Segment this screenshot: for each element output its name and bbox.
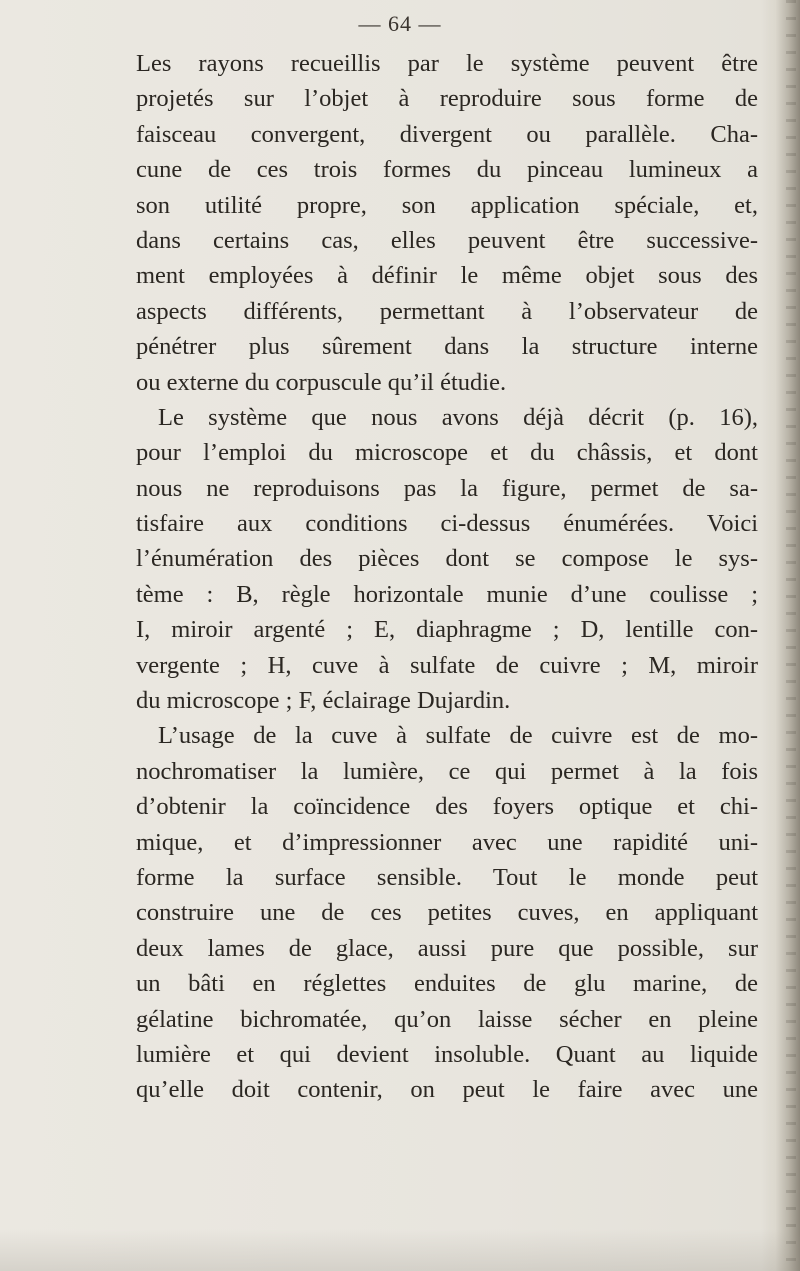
text-line: lumière et qui devient insoluble. Quant au liquide: [136, 1040, 758, 1068]
text-line: nous ne reproduisons pas la figure, permet de sa-: [136, 474, 758, 502]
text-line: cune de ces trois formes du pinceau lumineux a: [136, 156, 758, 184]
text-line: gélatine bichromatée, qu’on laisse sécher en pleine: [136, 1005, 758, 1033]
text-line: vergente ; H, cuve à sulfate de cuivre ; M, miroir: [136, 651, 758, 679]
paragraph-start-line: Le système que nous avons déjà décrit (p. 16),: [158, 403, 758, 431]
text-line: mique, et d’impressionner avec une rapidité uni-: [136, 828, 758, 856]
text-line: forme la surface sensible. Tout le monde peut: [136, 863, 758, 891]
text-line: faisceau convergent, divergent ou parallèle. Cha-: [136, 120, 758, 148]
text-line: construire une de ces petites cuves, en appliquant: [136, 899, 758, 927]
text-line: pour l’emploi du microscope et du châssis, et dont: [136, 439, 758, 467]
page-binding-edge: [762, 0, 800, 1271]
text-line: ment employées à définir le même objet sous des: [136, 262, 758, 290]
text-line: son utilité propre, son application spéciale, et,: [136, 191, 758, 219]
text-line: deux lames de glace, aussi pure que possible, sur: [136, 934, 758, 962]
text-line: Les rayons recueillis par le système peuvent être: [136, 50, 758, 77]
text-line: dans certains cas, elles peuvent être successive-: [136, 226, 758, 254]
text-line: qu’elle doit contenir, on peut le faire avec une: [136, 1076, 758, 1104]
paragraph-start-line: L’usage de la cuve à sulfate de cuivre est de mo-: [158, 722, 758, 750]
text-line: I, miroir argenté ; E, diaphragme ; D, lentille con-: [136, 616, 758, 644]
binding-specks: [786, 0, 796, 1271]
text-line: projetés sur l’objet à reproduire sous forme de: [136, 85, 758, 113]
paragraph-end-line: du microscope ; F, éclairage Dujardin.: [136, 687, 511, 715]
page-number-header: — 64 —: [358, 11, 442, 36]
text-line: tème : B, règle horizontale munie d’une coulisse ;: [136, 580, 758, 608]
text-line: aspects différents, permettant à l’observateur de: [136, 297, 758, 325]
text-line: un bâti en réglettes enduites de glu marine, de: [136, 970, 758, 998]
text-line: tisfaire aux conditions ci-dessus énumérées. Voici: [136, 510, 758, 538]
paragraph-end-line: ou externe du corpuscule qu’il étudie.: [136, 368, 507, 396]
text-line: d’obtenir la coïncidence des foyers optique et chi-: [136, 793, 758, 821]
body-text: [136, 46, 758, 1108]
text-line: l’énumération des pièces dont se compose le sys-: [136, 545, 758, 573]
page-bottom-edge: [0, 1229, 800, 1271]
text-line: pénétrer plus sûrement dans la structure interne: [136, 333, 758, 361]
text-line: nochromatiser la lumière, ce qui permet à la fois: [136, 757, 758, 785]
